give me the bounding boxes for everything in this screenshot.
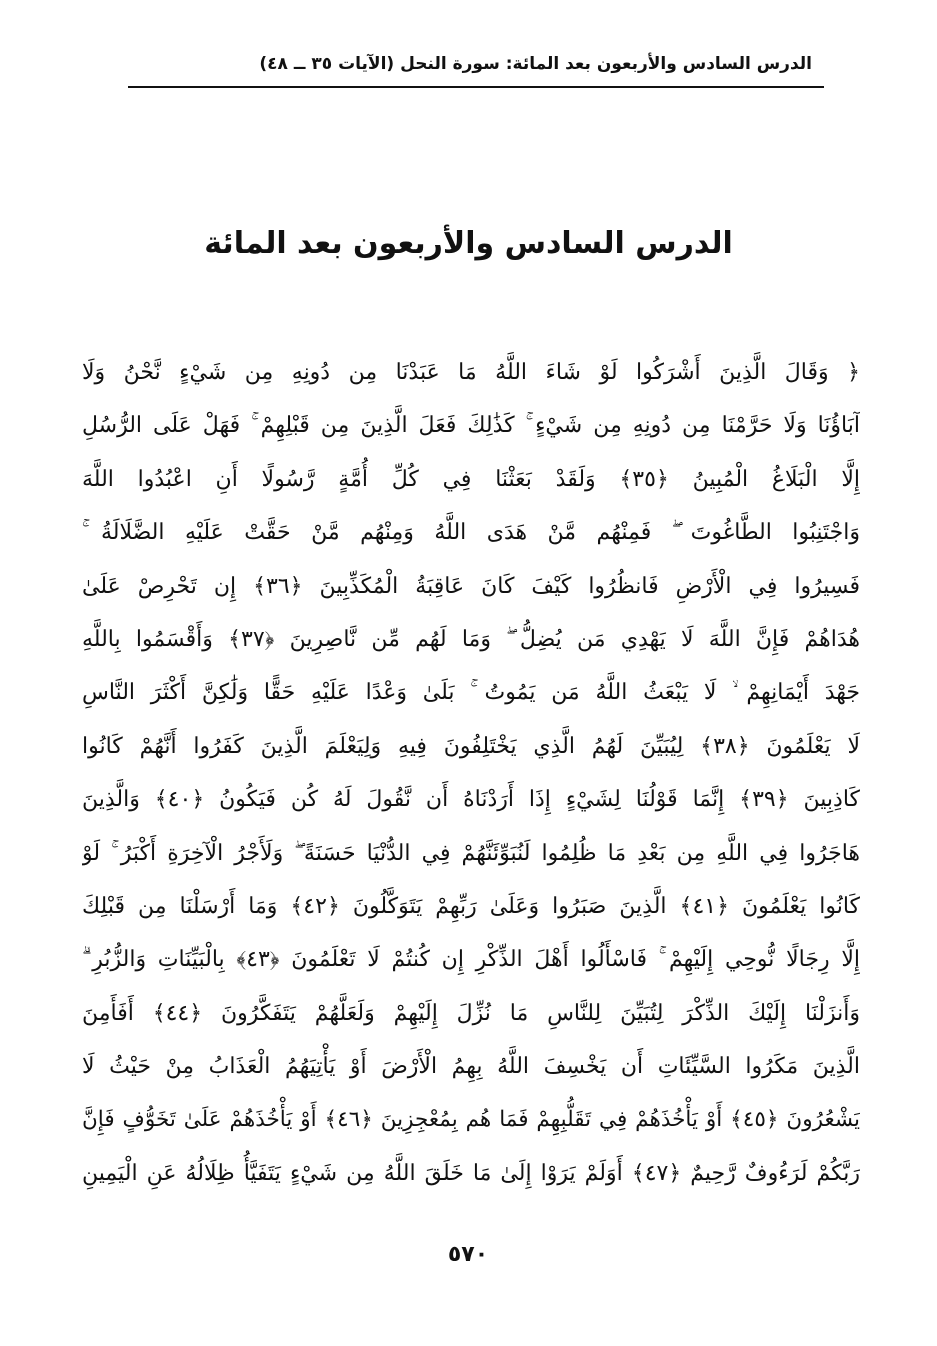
verse-line: فَسِيرُوا فِي الْأَرْضِ فَانظُرُوا كَيْفَ كَانَ عَاقِبَةُ الْمُكَذِّبِينَ ﴿٣٦﴾ إِن تَحْرِصْ عَلَىٰ (82, 573, 860, 599)
page-number: ٥٧٠ (447, 1242, 489, 1267)
verse-line: كَاذِبِينَ ﴿٣٩﴾ إِنَّمَا قَوْلُنَا لِشَيْءٍ إِذَا أَرَدْنَاهُ أَن نَّقُولَ لَهُ كُن فَيَكُونُ ﴿٤٠﴾ وَالَّذِينَ (82, 787, 860, 813)
verse-line: كَانُوا يَعْلَمُونَ ﴿٤١﴾ الَّذِينَ صَبَرُوا وَعَلَىٰ رَبِّهِمْ يَتَوَكَّلُونَ ﴿٤٢﴾ وَمَا أَرْسَلْنَا مِن قَبْلِكَ (82, 893, 860, 919)
header-divider (128, 86, 824, 88)
verse-line: إِلَّا الْبَلَاغُ الْمُبِينُ ﴿٣٥﴾ وَلَقَدْ بَعَثْنَا فِي كُلِّ أُمَّةٍ رَّسُولًا أَنِ اعْبُدُوا اللَّهَ (82, 466, 860, 492)
running-header: الدرس السادس والأربعون بعد المائة: سورة النحل (الآيات ٣٥ ــ ٤٨) (259, 54, 812, 74)
verse-line: هُدَاهُمْ فَإِنَّ اللَّهَ لَا يَهْدِي مَن يُضِلُّ ۖ وَمَا لَهُم مِّن نَّاصِرِينَ ﴿٣٧﴾ وَأَقْسَمُوا بِاللَّهِ (82, 626, 860, 652)
verse-line: وَأَنزَلْنَا إِلَيْكَ الذِّكْرَ لِتُبَيِّنَ لِلنَّاسِ مَا نُزِّلَ إِلَيْهِمْ وَلَعَلَّهُمْ يَتَفَكَّرُونَ ﴿٤٤﴾ أَفَأَمِنَ (82, 1000, 860, 1026)
lesson-title: الدرس السادس والأربعون بعد المائة (204, 226, 733, 261)
verse-line: جَهْدَ أَيْمَانِهِمْ ۙ لَا يَبْعَثُ اللَّهُ مَن يَمُوتُ ۚ بَلَىٰ وَعْدًا عَلَيْهِ حَقًّا وَلَٰكِنَّ أَكْثَرَ النَّاسِ (82, 680, 860, 706)
verse-line: يَشْعُرُونَ ﴿٤٥﴾ أَوْ يَأْخُذَهُمْ فِي تَقَلُّبِهِمْ فَمَا هُم بِمُعْجِزِينَ ﴿٤٦﴾ أَوْ يَأْخُذَهُمْ عَلَىٰ تَخَوُّفٍ فَإِنَّ (82, 1107, 860, 1133)
quran-verse-block (82, 346, 860, 1200)
verse-line: لَا يَعْلَمُونَ ﴿٣٨﴾ لِيُبَيِّنَ لَهُمُ الَّذِي يَخْتَلِفُونَ فِيهِ وَلِيَعْلَمَ الَّذِينَ كَفَرُوا أَنَّهُمْ كَانُوا (82, 733, 860, 759)
verse-line: ﴿ وَقَالَ الَّذِينَ أَشْرَكُوا لَوْ شَاءَ اللَّهُ مَا عَبَدْنَا مِن دُونِهِ مِن شَيْءٍ نَّحْنُ وَلَا (82, 360, 860, 385)
verse-line: الَّذِينَ مَكَرُوا السَّيِّئَاتِ أَن يَخْسِفَ اللَّهُ بِهِمُ الْأَرْضَ أَوْ يَأْتِيَهُمُ الْعَذَابُ مِنْ حَيْثُ لَا (82, 1054, 860, 1080)
verse-line: رَبَّكُمْ لَرَءُوفٌ رَّحِيمٌ ﴿٤٧﴾ أَوَلَمْ يَرَوْا إِلَىٰ مَا خَلَقَ اللَّهُ مِن شَيْءٍ يَتَفَيَّأُ ظِلَالُهُ عَنِ الْيَمِينِ (82, 1160, 860, 1186)
verse-line: إِلَّا رِجَالًا نُّوحِي إِلَيْهِمْ ۚ فَاسْأَلُوا أَهْلَ الذِّكْرِ إِن كُنتُمْ لَا تَعْلَمُونَ ﴿٤٣﴾ بِالْبَيِّنَاتِ وَالزُّبُرِ ۗ (82, 947, 860, 973)
verse-line: آبَاؤُنَا وَلَا حَرَّمْنَا مِن دُونِهِ مِن شَيْءٍ ۚ كَذَٰلِكَ فَعَلَ الَّذِينَ مِن قَبْلِهِمْ ۚ فَهَلْ عَلَى الرُّسُلِ (82, 413, 860, 439)
verse-line: هَاجَرُوا فِي اللَّهِ مِن بَعْدِ مَا ظُلِمُوا لَنُبَوِّئَنَّهُمْ فِي الدُّنْيَا حَسَنَةً ۖ وَلَأَجْرُ الْآخِرَةِ أَكْبَرُ ۚ لَوْ (82, 840, 860, 866)
verse-line: وَاجْتَنِبُوا الطَّاغُوتَ ۖ فَمِنْهُم مَّنْ هَدَى اللَّهُ وَمِنْهُم مَّنْ حَقَّتْ عَلَيْهِ الضَّلَالَةُ ۚ (82, 520, 860, 546)
